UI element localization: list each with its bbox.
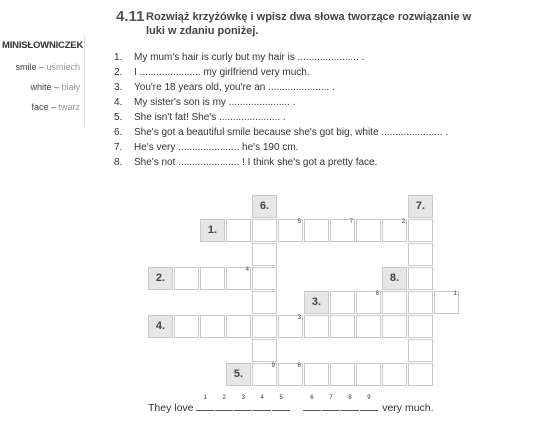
answer-blank-number: 7	[329, 395, 333, 401]
crossword-cell[interactable]	[408, 363, 433, 386]
crossword-cell[interactable]	[382, 291, 407, 314]
crossword-cell[interactable]	[226, 315, 251, 338]
exercise-number: 4.11	[116, 8, 145, 25]
solution-number-marker: 2	[401, 219, 405, 225]
sentence-number: 8.	[114, 157, 123, 168]
sentence-number: 7.	[114, 142, 123, 153]
crossword-cell[interactable]	[252, 219, 277, 242]
gloss-word: white	[30, 82, 52, 92]
answer-suffix: very much.	[382, 402, 434, 414]
crossword-cell[interactable]	[356, 315, 381, 338]
answer-blank[interactable]	[322, 395, 340, 411]
crossword-clue-label	[200, 219, 225, 242]
crossword-cell[interactable]	[356, 219, 381, 242]
crossword-cell[interactable]	[252, 243, 277, 266]
crossword-cell[interactable]	[356, 291, 381, 314]
solution-number-marker: 4	[245, 267, 249, 273]
sentence-number: 3.	[114, 82, 123, 93]
crossword-clue-label	[304, 291, 329, 314]
answer-blank[interactable]	[360, 395, 378, 411]
crossword-clue-label	[382, 267, 407, 290]
solution-number-marker: 6	[297, 363, 301, 369]
crossword-cell[interactable]	[382, 363, 407, 386]
answer-blank[interactable]	[272, 395, 290, 411]
crossword-label-text: 3.	[311, 296, 322, 308]
sentence-text: She's got a beautiful smile because she's got big, white ...................... .	[134, 127, 448, 138]
crossword-cell[interactable]	[330, 291, 355, 314]
crossword-cell[interactable]	[382, 219, 407, 242]
crossword-cell[interactable]	[252, 363, 277, 386]
gloss-word: smile	[15, 62, 37, 72]
exercise-instruction: Rozwiąż krzyżówkę i wpisz dwa słowa tworzące rozwiązanie w luki w zdaniu poniżej.	[146, 11, 472, 37]
sentence-text: He's very ...................... he's 190 cm.	[134, 142, 299, 153]
crossword-clue-label	[148, 315, 173, 338]
crossword-cell[interactable]	[304, 315, 329, 338]
crossword-cell[interactable]	[278, 363, 303, 386]
crossword-cell[interactable]	[408, 243, 433, 266]
minislowniczek-heading: MINISŁOWNICZEK	[2, 40, 84, 51]
crossword-cell[interactable]	[252, 339, 277, 362]
crossword-cell[interactable]	[252, 315, 277, 338]
answer-word-2[interactable]	[303, 395, 379, 414]
solution-number-marker: 7	[349, 219, 353, 225]
sentence-number: 4.	[114, 97, 123, 108]
sentence-text: My sister's son is my ...................... .	[134, 97, 296, 108]
sentence-number: 1.	[114, 52, 123, 63]
crossword-cell[interactable]	[200, 315, 225, 338]
answer-blank[interactable]	[196, 395, 214, 411]
crossword-clue-label	[252, 195, 277, 218]
gloss-translation: biały	[61, 82, 80, 92]
sentence-text: She isn't fat! She's ...................... .	[134, 112, 286, 123]
crossword-cell[interactable]	[408, 339, 433, 362]
answer-blank-number: 2	[222, 395, 226, 401]
crossword-cell[interactable]	[226, 267, 251, 290]
crossword-cell[interactable]	[382, 315, 407, 338]
crossword-clue-label	[408, 195, 433, 218]
answer-blank-number: 8	[348, 395, 352, 401]
answer-blank-number: 4	[260, 395, 264, 401]
answer-blank-number: 9	[367, 395, 371, 401]
gloss-entry: smile – uśmiech	[15, 62, 80, 72]
answer-blank[interactable]	[303, 395, 321, 411]
crossword-clue-label	[148, 267, 173, 290]
answer-sentence	[148, 395, 434, 414]
answer-blank-number: 3	[241, 395, 245, 401]
answer-blank-number: 1	[203, 395, 207, 401]
crossword-cell[interactable]	[200, 267, 225, 290]
sentence-text: You're 18 years old, you're an ...................... .	[134, 82, 335, 93]
crossword-cell[interactable]	[434, 291, 459, 314]
crossword-cell[interactable]	[278, 219, 303, 242]
solution-number-marker: 9	[271, 363, 275, 369]
gloss-translation: twarz	[58, 102, 80, 112]
crossword-cell[interactable]	[408, 291, 433, 314]
crossword-label-text: 2.	[155, 272, 166, 284]
gloss-entry: white – biały	[30, 82, 80, 92]
solution-number-marker: 8	[375, 291, 379, 297]
sentence-number: 2.	[114, 67, 123, 78]
crossword-cell[interactable]	[330, 219, 355, 242]
sentence-text: I ...................... my girlfriend very much.	[134, 67, 310, 78]
crossword-label-text: 8.	[389, 272, 400, 284]
answer-word-1[interactable]	[196, 395, 291, 414]
crossword-cell[interactable]	[174, 267, 199, 290]
crossword-label-text: 1.	[207, 224, 218, 236]
answer-blank[interactable]	[253, 395, 271, 411]
crossword-cell[interactable]	[304, 363, 329, 386]
gloss-translation: uśmiech	[46, 62, 80, 72]
gloss-entry: face – twarz	[31, 102, 80, 112]
solution-number-marker: 1	[453, 291, 457, 297]
crossword-cell[interactable]	[304, 219, 329, 242]
crossword-cell[interactable]	[252, 267, 277, 290]
crossword-cell[interactable]	[226, 219, 251, 242]
answer-blank[interactable]	[341, 395, 359, 411]
gloss-word: face	[31, 102, 49, 112]
crossword-cell[interactable]	[252, 291, 277, 314]
crossword-cell[interactable]	[408, 219, 433, 242]
crossword-label-text: 4.	[155, 320, 166, 332]
crossword-clue-label	[226, 363, 251, 386]
answer-blank[interactable]	[234, 395, 252, 411]
sentence-number: 6.	[114, 127, 123, 138]
sentence-number: 5.	[114, 112, 123, 123]
crossword-cell[interactable]	[330, 315, 355, 338]
crossword-cell[interactable]	[278, 315, 303, 338]
sentence-text: She's not ...................... ! I think she's got a pretty face.	[134, 157, 378, 168]
crossword-cell[interactable]	[330, 363, 355, 386]
crossword-cell[interactable]	[356, 363, 381, 386]
answer-blank[interactable]	[215, 395, 233, 411]
solution-number-marker: 5	[297, 219, 301, 225]
crossword-cell[interactable]	[408, 267, 433, 290]
crossword-label-text: 6.	[259, 200, 270, 212]
answer-blank-number: 6	[310, 395, 314, 401]
answer-blank-number: 5	[279, 395, 283, 401]
crossword-cell[interactable]	[174, 315, 199, 338]
crossword-cell[interactable]	[408, 315, 433, 338]
sentence-text: My mum's hair is curly but my hair is ...................... .	[134, 52, 365, 63]
crossword-label-text: 5.	[233, 368, 244, 380]
crossword-label-text: 7.	[415, 200, 426, 212]
solution-number-marker: 3	[297, 315, 301, 321]
answer-prefix: They love	[148, 402, 194, 414]
